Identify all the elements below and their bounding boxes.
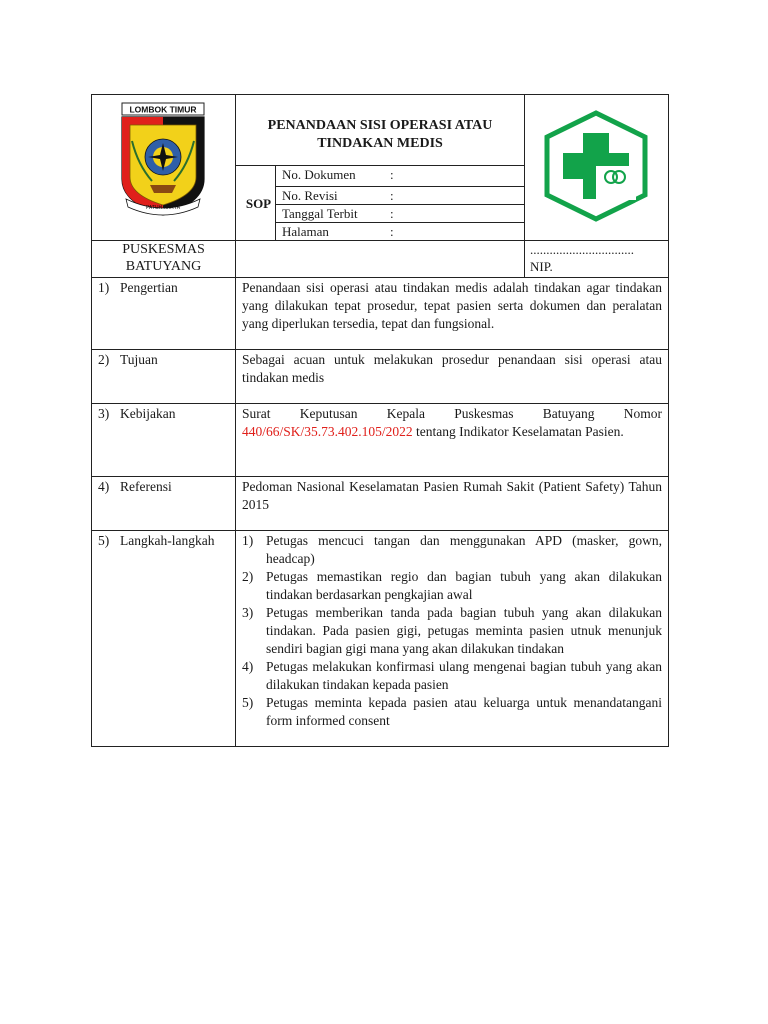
puskesmas-logo-cell: [525, 95, 669, 241]
section-pengertian-text: Penandaan sisi operasi atau tindakan medis adalah tindakan agar tindakan yang dilakukan tepat prosedur, tepat pasien serta dokumen dan peralatan yang diperlukan tersedia, tepat dan fungsional.: [236, 278, 669, 350]
list-item: 5) Petugas meminta kepada pasien atau keluarga untuk menandatangani form informed consent: [242, 695, 662, 728]
meta-no-revisi: No. Revisi :: [276, 187, 525, 205]
lombok-timur-emblem-icon: [92, 95, 236, 240]
section-tujuan-text: Sebagai acuan untuk melakukan prosedur penandaan sisi operasi atau tindakan medis: [236, 350, 669, 404]
sop-body-table: [91, 277, 669, 747]
region-logo-cell: [92, 95, 236, 241]
region-logo-text: LOMBOK TIMUR: [129, 104, 197, 115]
section-langkah-label: 5) Langkah-langkah: [92, 531, 236, 747]
meta-halaman: Halaman :: [276, 223, 525, 241]
region-logo-motto: PATUH KARYA: [145, 205, 181, 211]
sop-header-table: [91, 94, 669, 278]
document-title: [236, 95, 525, 166]
section-tujuan-label: 2) Tujuan: [92, 350, 236, 404]
signature-nip: NIP.: [530, 259, 553, 274]
sop-label: SOP: [236, 166, 276, 241]
list-item: 3) Petugas memberikan tanda pada bagian tubuh yang akan dilakukan tindakan. Pada pasien gigi, petugas meminta pasien utnuk menunjuk sendiri bagian gigi mana yang akan dilakukan tindakan: [242, 605, 662, 656]
title-line-2: TINDAKAN MEDIS: [317, 136, 443, 151]
meta-tanggal-terbit: Tanggal Terbit :: [276, 205, 525, 223]
title-line-1: PENANDAAN SISI OPERASI ATAU: [267, 118, 493, 133]
decree-number: 440/66/SK/35.73.402.105/2022: [242, 424, 413, 439]
meta-no-dokumen: No. Dokumen :: [276, 166, 525, 187]
list-item: 4) Petugas melakukan konfirmasi ulang mengenai bagian tubuh yang akan dilakukan tindakan kepada pasien: [242, 659, 662, 692]
section-kebijakan-label: 3) Kebijakan: [92, 404, 236, 477]
blank-signature-area: [236, 241, 525, 278]
puskesmas-logo-icon: [525, 95, 668, 240]
organization-name: PUSKESMAS BATUYANG: [92, 241, 236, 278]
sop-document: [91, 94, 668, 747]
signature-block: [525, 241, 669, 278]
signature-dots: ................................: [530, 242, 634, 257]
section-kebijakan-text: Surat Keputusan Kepala Puskesmas Batuyang Nomor 440/66/SK/35.73.402.105/2022 tentang Indikator Keselamatan Pasien.: [236, 404, 669, 477]
list-item: 1) Petugas mencuci tangan dan menggunakan APD (masker, gown, headcap): [242, 533, 662, 566]
section-langkah-steps: [236, 531, 669, 747]
list-item: 2) Petugas memastikan regio dan bagian tubuh yang akan dilakukan tindakan berdasarkan pengkajian awal: [242, 569, 662, 602]
section-referensi-text: Pedoman Nasional Keselamatan Pasien Rumah Sakit (Patient Safety) Tahun 2015: [236, 477, 669, 531]
section-pengertian-label: 1) Pengertian: [92, 278, 236, 350]
section-referensi-label: 4) Referensi: [92, 477, 236, 531]
